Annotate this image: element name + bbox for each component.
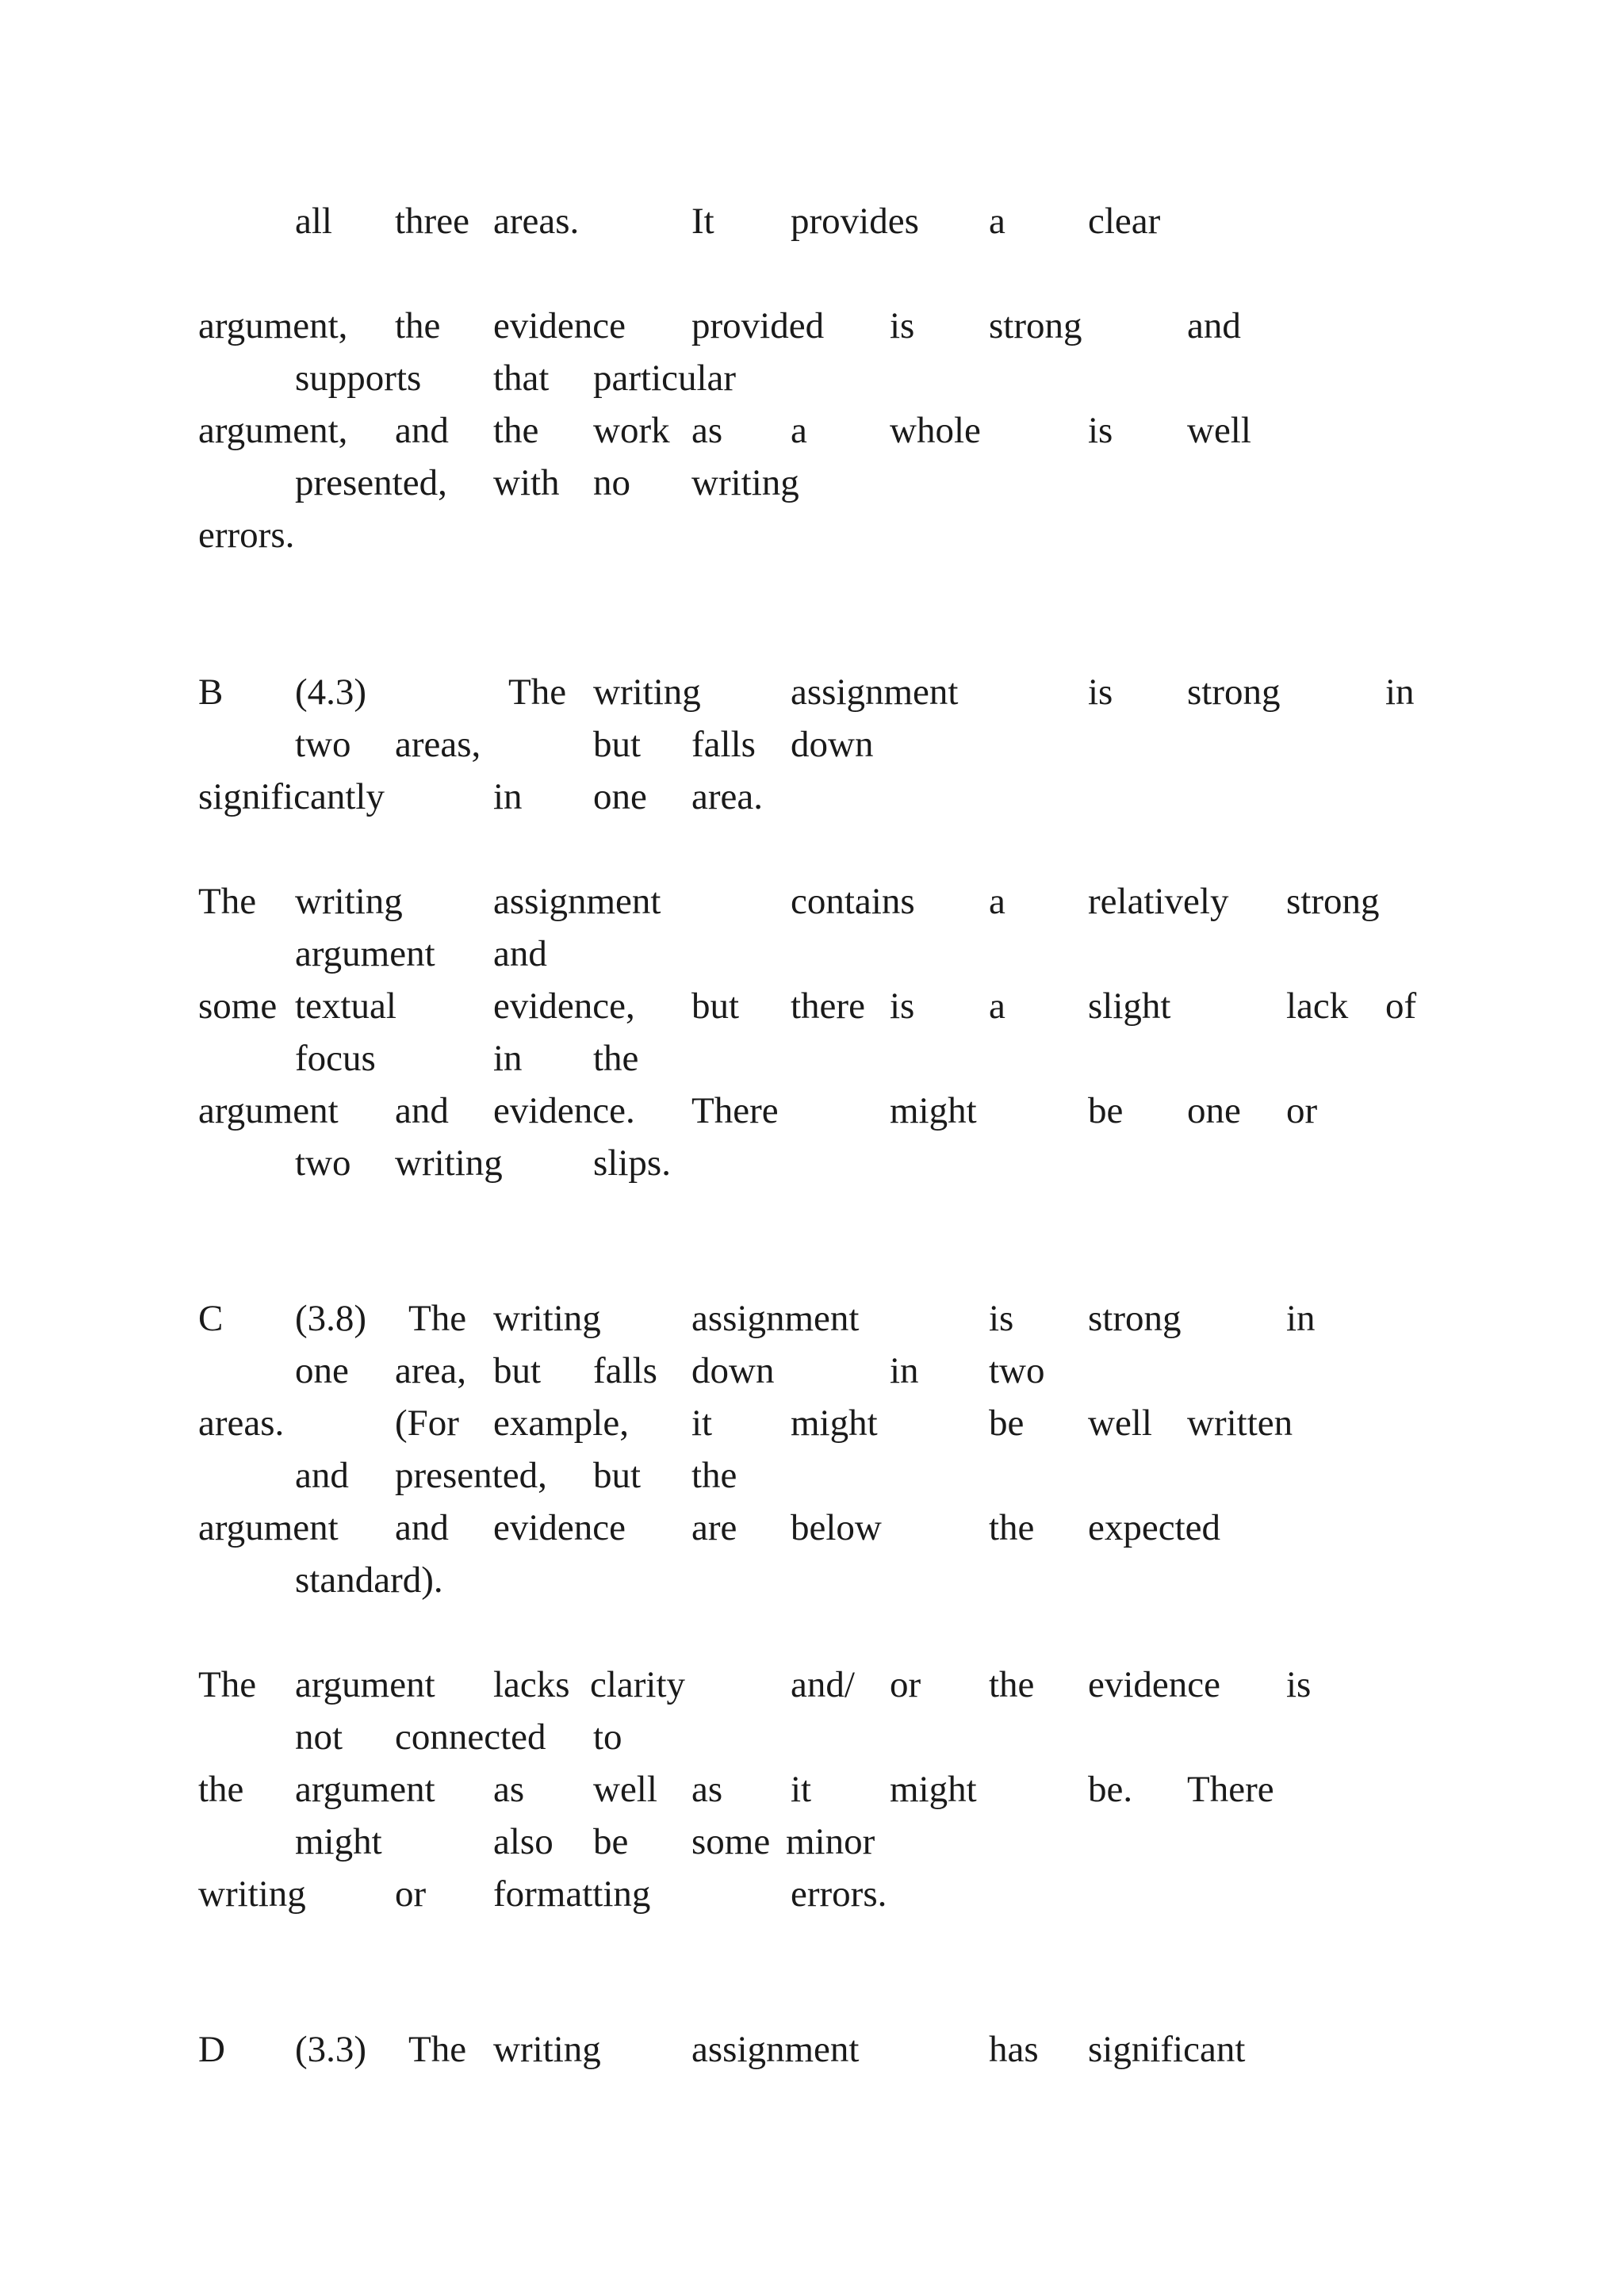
word: area. [691,776,763,817]
word: clear [1088,201,1161,242]
word: writing [493,2029,601,2070]
word: well [593,1769,657,1810]
word: (4.3) [295,672,367,713]
word: argument [295,933,435,974]
word: that [493,358,550,399]
word: are [691,1507,737,1548]
word: assignment [691,2029,860,2070]
word: writing [593,672,701,713]
word: might [295,1821,382,1862]
word: in [890,1350,919,1391]
word: and/ [791,1664,855,1705]
word: be. [1088,1769,1133,1810]
word: errors. [791,1873,887,1915]
word: (For [395,1402,459,1444]
word: and [493,933,547,974]
word: writing [295,881,403,922]
word: two [989,1350,1045,1391]
word: strong [1187,672,1281,713]
word: some [198,985,278,1027]
word: argument [295,1769,435,1810]
word: the [989,1664,1035,1705]
word: There [1187,1769,1274,1810]
word: areas, [395,724,481,765]
word: in [1286,1298,1316,1339]
word: presented, [395,1455,547,1496]
word: It [691,201,714,242]
word: evidence [493,305,626,346]
word: supports [295,358,422,399]
word: focus [295,1038,376,1079]
word: evidence. [493,1090,635,1131]
word: be [593,1821,629,1862]
word: and [295,1455,349,1496]
word: argument [295,1664,435,1705]
word: there [791,985,865,1027]
word: and [395,1507,449,1548]
word: contains [791,881,915,922]
word: particular [593,358,737,399]
word: lacks [493,1664,570,1705]
word: writing [395,1142,503,1184]
word: it [791,1769,812,1810]
word: a [989,881,1005,922]
word: as [691,410,723,451]
word: provides [791,201,919,242]
word: two [295,724,351,765]
word: writing [493,1298,601,1339]
word: provided [691,305,825,346]
word: strong [1088,1298,1182,1339]
word: or [395,1873,427,1915]
word: a [989,985,1005,1027]
word: of [1385,985,1417,1027]
word: is [890,305,915,346]
word: presented, [295,462,447,503]
word: well [1088,1402,1152,1444]
word: The [408,2029,467,2070]
word: be [989,1402,1025,1444]
word: and [1187,305,1241,346]
word: down [791,724,874,765]
word: is [1286,1664,1312,1705]
word: relatively [1088,881,1229,922]
word: one [295,1350,349,1391]
word: might [791,1402,878,1444]
word: is [989,1298,1014,1339]
word: to [593,1716,622,1758]
word: strong [989,305,1082,346]
word: writing [198,1873,306,1915]
word: a [989,201,1005,242]
word: clarity [590,1664,686,1705]
word: argument, [198,410,348,451]
word: work [593,410,670,451]
word: well [1187,410,1251,451]
word: areas. [493,201,580,242]
word: slips. [593,1142,671,1184]
word: with [493,462,560,503]
word: expected [1088,1507,1221,1548]
word: argument [198,1090,339,1131]
word: the [989,1507,1035,1548]
word: The [508,672,567,713]
word: and [395,410,449,451]
word: one [1187,1090,1241,1131]
word: the [198,1769,244,1810]
word: evidence, [493,985,635,1027]
word: example, [493,1402,629,1444]
word: evidence [1088,1664,1221,1705]
word: The [198,1664,257,1705]
word: be [1088,1090,1124,1131]
word: lack [1286,985,1349,1027]
word: significant [1088,2029,1246,2070]
word: significantly [198,776,385,817]
word: The [408,1298,467,1339]
word: a [791,410,807,451]
word: minor [786,1821,875,1862]
word: not [295,1716,343,1758]
word: is [890,985,915,1027]
word: strong [1286,881,1380,922]
word: slight [1088,985,1171,1027]
word: two [295,1142,351,1184]
word: but [691,985,740,1027]
word: might [890,1769,977,1810]
word: areas. [198,1402,285,1444]
word: as [691,1769,723,1810]
word: down [691,1350,775,1391]
word: argument [198,1507,339,1548]
word: but [593,724,642,765]
word: area, [395,1350,466,1391]
word: but [493,1350,542,1391]
word: connected [395,1716,546,1758]
word: writing [691,462,799,503]
word: (3.8) [295,1298,367,1339]
word: below [791,1507,882,1548]
word: errors. [198,515,295,556]
word: has [989,2029,1039,2070]
word: written [1187,1402,1293,1444]
word: might [890,1090,977,1131]
word: the [593,1038,639,1079]
word: evidence [493,1507,626,1548]
word: assignment [691,1298,860,1339]
word: and [395,1090,449,1131]
word: one [593,776,647,817]
word: assignment [791,672,959,713]
word: formatting [493,1873,651,1915]
word: in [1385,672,1415,713]
word: some [691,1821,771,1862]
word: is [1088,672,1113,713]
word: or [890,1664,921,1705]
word: D [198,2029,225,2070]
word: standard). [295,1559,443,1601]
word: or [1286,1090,1318,1131]
word: falls [691,724,756,765]
word: in [493,776,523,817]
word: is [1088,410,1113,451]
word: three [395,201,469,242]
word: also [493,1821,553,1862]
word: no [593,462,630,503]
word: The [198,881,257,922]
word: in [493,1038,523,1079]
word: the [493,410,539,451]
word: There [691,1090,779,1131]
word: assignment [493,881,661,922]
word: the [691,1455,737,1496]
word: argument, [198,305,348,346]
word: C [198,1298,224,1339]
word: it [691,1402,713,1444]
word: but [593,1455,642,1496]
word: (3.3) [295,2029,367,2070]
word: the [395,305,441,346]
word: textual [295,985,396,1027]
word: falls [593,1350,657,1391]
word: all [295,201,332,242]
word: B [198,672,224,713]
word: whole [890,410,981,451]
word: as [493,1769,525,1810]
